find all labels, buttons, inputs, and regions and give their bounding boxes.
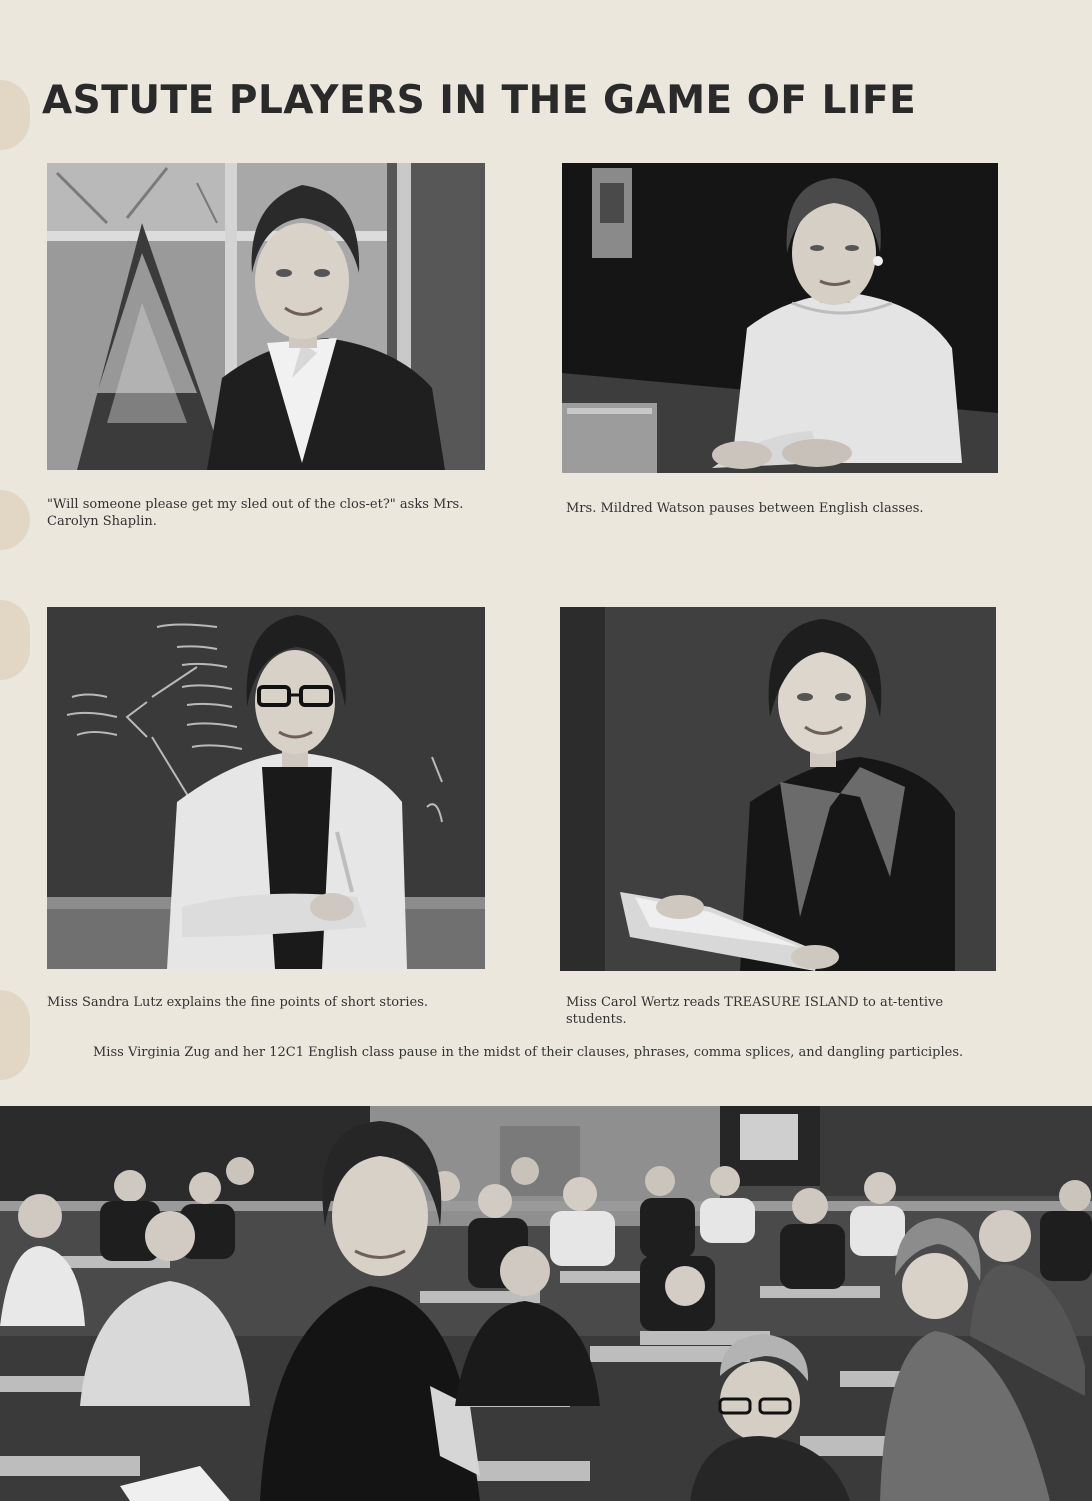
caption-lutz: Miss Sandra Lutz explains the fine points of short stories.: [47, 995, 428, 1010]
page-title: ASTUTE PLAYERS IN THE GAME OF LIFE: [42, 78, 917, 123]
photo-watson: [562, 163, 998, 473]
caption-watson: Mrs. Mildred Watson pauses between English classes.: [566, 501, 924, 516]
photo-shaplin-image: [47, 163, 485, 470]
photo-shaplin: [47, 163, 485, 470]
photo-zug-class-image: [0, 1106, 1092, 1501]
photo-wertz-image: [560, 607, 996, 971]
caption-zug: Miss Virginia Zug and her 12C1 English class pause in the midst of their clauses, phrases, comma splices, and dangling participles.: [93, 1045, 964, 1060]
page-stain: [0, 490, 30, 550]
page-stain: [0, 600, 30, 680]
page-stain: [0, 80, 30, 150]
page-stain: [0, 990, 30, 1080]
caption-wertz: Miss Carol Wertz reads TREASURE ISLAND to at-tentive students.: [566, 995, 944, 1027]
caption-shaplin: "Will someone please get my sled out of the clos-et?" asks Mrs. Carolyn Shaplin.: [47, 497, 464, 529]
photo-watson-image: [562, 163, 998, 473]
photo-zug-class: [0, 1106, 1092, 1501]
photo-lutz: [47, 607, 485, 969]
photo-lutz-image: [47, 607, 485, 969]
photo-wertz: [560, 607, 996, 971]
